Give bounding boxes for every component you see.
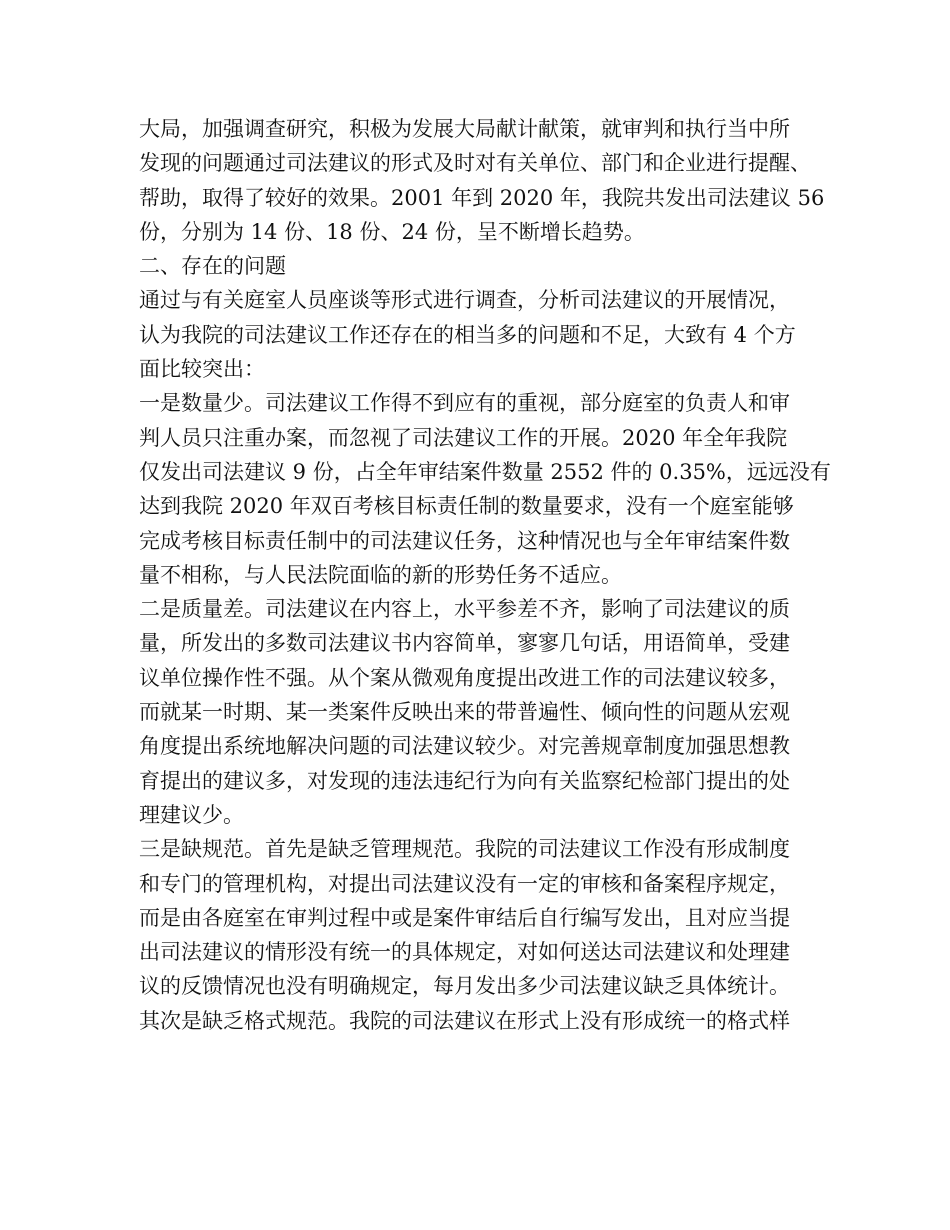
text-line: 一是数量少。司法建议工作得不到应有的重视，部分庭室的负责人和审 bbox=[139, 391, 790, 416]
text-line: 发现的问题通过司法建议的形式及时对有关单位、部门和企业进行提醒、 bbox=[139, 151, 811, 176]
text-line: 而是由各庭室在审判过程中或是案件审结后自行编写发出，且对应当提 bbox=[139, 905, 790, 930]
document-body bbox=[139, 112, 831, 1038]
text-line: 议单位操作性不强。从个案从微观角度提出改进工作的司法建议较多， bbox=[139, 665, 790, 690]
text-line: 出司法建议的情形没有统一的具体规定，对如何送达司法建议和处理建 bbox=[139, 940, 790, 965]
text-line: 量不相称，与人民法院面临的新的形势任务不适应。 bbox=[139, 562, 622, 587]
text-line: 份，分别为 14 份、18 份、24 份，呈不断增长趋势。 bbox=[139, 219, 645, 244]
text-line: 二是质量差。司法建议在内容上，水平参差不齐，影响了司法建议的质 bbox=[139, 597, 790, 622]
text-line: 认为我院的司法建议工作还存在的相当多的问题和不足，大致有 4 个方 bbox=[139, 322, 796, 347]
text-line: 其次是缺乏格式规范。我院的司法建议在形式上没有形成统一的格式样 bbox=[139, 1008, 790, 1033]
text-line: 判人员只注重办案，而忽视了司法建议工作的开展。2020 年全年我院 bbox=[139, 425, 788, 450]
text-line: 面比较突出： bbox=[139, 357, 265, 382]
text-line: 角度提出系统地解决问题的司法建议较少。对完善规章制度加强思想教 bbox=[139, 734, 790, 759]
text-line: 仅发出司法建议 9 份，占全年审结案件数量 2552 件的 0.35%，远远没有 bbox=[139, 459, 831, 484]
text-line: 完成考核目标责任制中的司法建议任务，这种情况也与全年审结案件数 bbox=[139, 528, 790, 553]
text-line: 理建议少。 bbox=[139, 802, 244, 827]
text-line: 量，所发出的多数司法建议书内容简单，寥寥几句话，用语简单，受建 bbox=[139, 631, 790, 656]
text-line: 和专门的管理机构，对提出司法建议没有一定的审核和备案程序规定， bbox=[139, 871, 790, 896]
text-line: 而就某一时期、某一类案件反映出来的带普遍性、倾向性的问题从宏观 bbox=[139, 700, 790, 725]
text-line: 大局，加强调查研究，积极为发展大局献计献策，就审判和执行当中所 bbox=[139, 117, 790, 141]
text-line: 三是缺规范。首先是缺乏管理规范。我院的司法建议工作没有形成制度 bbox=[139, 837, 790, 862]
section-heading: 二、存在的问题 bbox=[139, 254, 286, 279]
text-line: 议的反馈情况也没有明确规定，每月发出多少司法建议缺乏具体统计。 bbox=[139, 974, 790, 999]
text-line: 通过与有关庭室人员座谈等形式进行调查，分析司法建议的开展情况， bbox=[139, 288, 790, 313]
text-line: 育提出的建议多，对发现的违法违纪行为向有关监察纪检部门提出的处 bbox=[139, 768, 790, 793]
text-line: 帮助，取得了较好的效果。2001 年到 2020 年，我院共发出司法建议 56 bbox=[139, 185, 825, 210]
text-line: 达到我院 2020 年双百考核目标责任制的数量要求，没有一个庭室能够 bbox=[139, 494, 794, 519]
